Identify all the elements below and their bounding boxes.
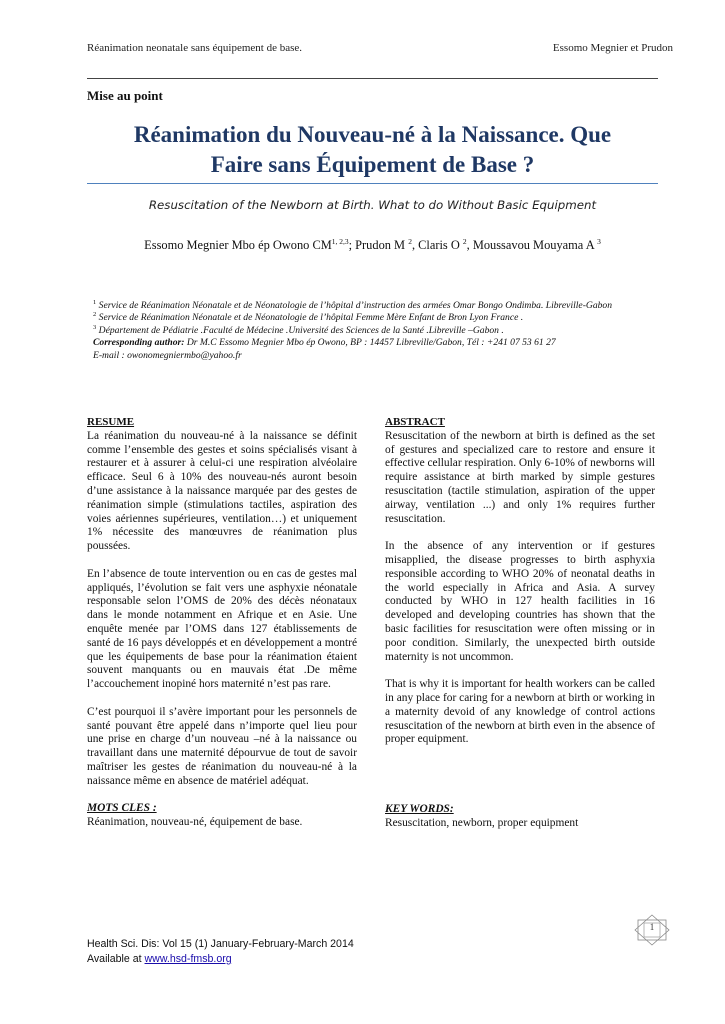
affiliation-1-num: 1 [93,298,97,306]
author-3-affil: 2 [462,236,467,246]
author-4-affil: 3 [597,236,601,246]
journal-website-link[interactable]: www.hsd-fmsb.org [144,953,232,965]
contact-email: E-mail : owonomegniermbo@yahoo.fr [93,349,242,361]
english-title: Resuscitation of the Newborn at Birth. What to do Without Basic Equipment [148,198,597,212]
title-line-2: Faire sans Équipement de Base ? [210,152,535,177]
corresponding-author-text: Dr M.C Essomo Megnier Mbo ép Owono, BP : 14457 Libreville/Gabon, Tél : +241 07 53 61 27 [184,337,556,349]
footer-available-label: Available at [87,953,145,965]
key-words-text: Resuscitation, newborn, proper equipment [385,816,579,829]
abstract-heading: ABSTRACT [385,416,445,428]
author-1-affil: 1, 2,3 [331,236,349,246]
author-2: ; Prudon M [348,238,409,252]
running-header-authors: Essomo Megnier et Prudon [552,42,673,54]
author-3: , Claris O [411,238,463,252]
title-line-1: Réanimation du Nouveau-né à la Naissance. Que [133,122,612,147]
affiliation-1 [93,300,658,312]
abstract-column [385,416,655,831]
affiliation-3-num: 3 [93,323,97,331]
resume-paragraph-1: La réanimation du nouveau-né à la naissance se définit comme l’ensemble des gestes et soins spécialisés visant à restaurer et à assurer à celui-ci une respiration alvéolaire efficace. Seul 6 à 10% des nouveau-nés auront besoin d’une assistance à la naissance marquée par des gestes de réanimation simple (stimulations tactiles, aspiration des voies aériennes supérieures, ventilation…) et uniquement 1% nécessite des manœuvres de réanimation plus poussées. [87,429,357,553]
affiliation-1-text: Service de Réanimation Néonatale et de Néonatologie de l’hôpital d’instruction des armées Omar Bongo Ondimba. Libreville-Gabon [96,300,613,311]
author-list [87,238,658,253]
resume-column [87,416,357,830]
footer [87,937,354,967]
resume-paragraph-3: C’est pourquoi il s’avère important pour les personnels de santé pouvant être appelé dans n’importe quel lieu pour une prise en charge d’un nouveau –né à la naissance ou travaillant dans une maternité dépourvue de tout de savoir maîtriser les gestes de réanimation du nouveau-né à la naissance même en absence de matériel adéquat. [87,705,357,787]
resume-heading: RESUME [87,416,135,428]
abstract-paragraph-1: Resuscitation of the newborn at birth is defined as the set of gestures and specialized care to restore and ensure it effective cellular respiration. Only 6-10% of newborns will require assistance at birth marked by simple gestures resuscitation (tactile stimulation, aspiration of the upper airway, ventilation ...) and only 1% requires further resuscitation. [385,429,655,525]
abstract-spacer [385,761,655,803]
mots-cles-heading: MOTS CLES : [87,802,157,815]
footer-citation: Health Sci. Dis: Vol 15 (1) January-February-March 2014 [87,938,354,950]
mots-cles-text: Réanimation, nouveau-né, équipement de base. [87,816,303,829]
footer-availability [87,952,354,967]
author-2-affil: 2 [408,236,412,246]
article-rubric: Mise au point [87,88,163,103]
author-4: , Moussavou Mouyama A [466,238,598,252]
abstract-paragraph-3: That is why it is important for health workers can be called in any place for caring for a newborn at birth or working in a maternity devoid of any knowledge of control actions resuscitation of the newborn at birth even in the absence of proper equipment. [385,678,655,746]
affiliation-2 [93,312,658,324]
title-divider [87,183,658,184]
header-divider [87,78,658,79]
author-1: Essomo Megnier Mbo ép Owono CM [144,238,332,252]
article-title [87,120,658,180]
page-number: 1 [649,922,655,932]
corresponding-author [93,337,658,349]
affiliations [93,300,658,362]
affiliation-2-text: Service de Réanimation Néonatale et de Néonatologie de l’hôpital Femme Mère Enfant de Bron Lyon France . [96,312,524,324]
running-header-title: Réanimation neonatale sans équipement de base. [87,42,303,54]
affiliation-3 [93,325,658,337]
corresponding-author-label: Corresponding author: [93,337,185,349]
affiliation-2-num: 2 [93,311,97,319]
key-words-heading: KEY WORDS: [385,802,454,815]
affiliation-3-text: Département de Pédiatrie .Faculté de Médecine .Université des Sciences de la Santé .Libreville –Gabon . [96,324,504,336]
resume-paragraph-2: En l’absence de toute intervention ou en cas de gestes mal appliqués, l’évolution se fait vers une asphyxie néonatale responsable selon l’OMS de 20% des décès néonataux dans le monde notamment en Afrique et en Asie. Une enquête menée par l’OMS dans 127 établissements de santé de 16 pays développés et en développement a montré que les équipements de base pour la réanimation étaient souvent manquants ou en mauvais état .De même l’accouchement inopiné hors maternité n’est pas rare. [87,567,357,691]
abstract-paragraph-2: In the absence of any intervention or if gestures misapplied, the disease progresses to birth asphyxia responsible according to WHO 20% of neonatal deaths in the world especially in Africa and Asia. A survey conducted by WHO in 127 health facilities in 16 developed and developing countries has shown that the basic facilities for resuscitation were often missing or in poor condition. Similarly, the unexpected birth outside maternity is not uncommon. [385,540,655,663]
